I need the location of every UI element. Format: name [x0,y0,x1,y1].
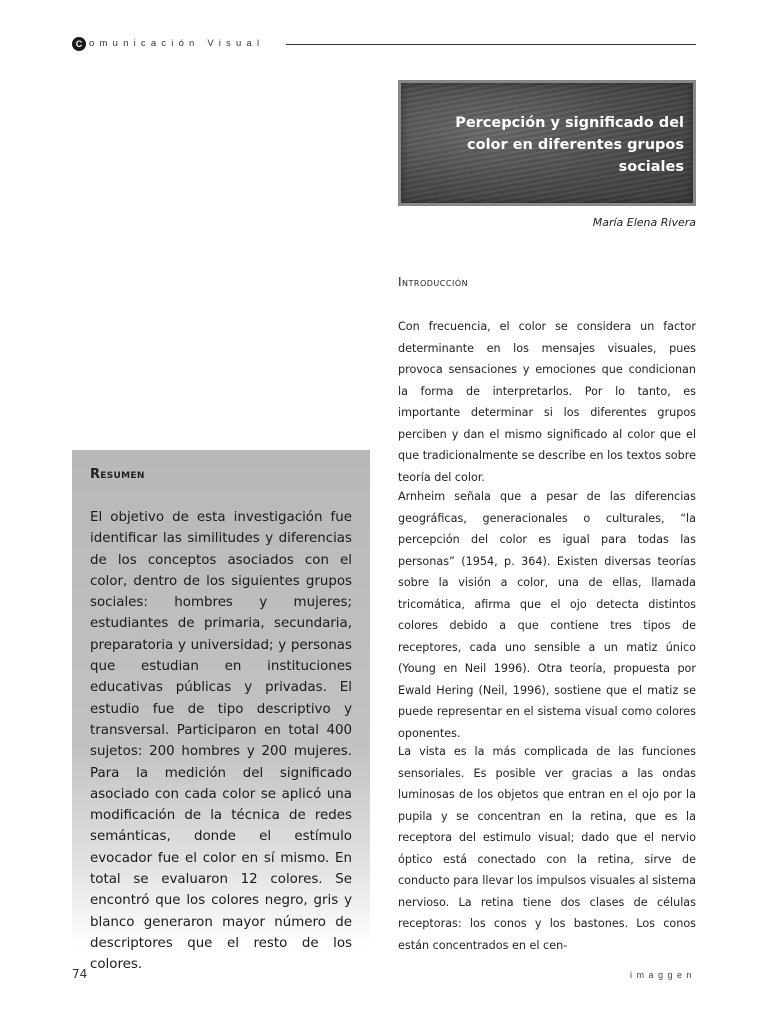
journal-logo-icon: C [72,37,86,51]
body-paragraph: Arnheim señala que a pesar de las diferencias geográficas, generacionales o culturales, “la percepción del color es igual para todas las personas” (1954, p. 364). Existen diversas teorías sobre la visión a color, una de ellas, llamada tricomática, afirma que el ojo detecta distintos colores debido a que contiene tres tipos de receptores, cada uno sensible a un matiz único (Young en Neil 1996). Otra teoría, propuesta por Ewald Hering (Neil, 1996), sostiene que el matiz se puede representar en el sistema visual como colores oponentes. [398,490,696,740]
page-number: 74 [72,967,88,981]
journal-name: omunicación Visual [89,38,265,49]
article-author: María Elena Rivera [592,216,696,229]
abstract-text: El objetivo de esta investigación fue identificar las similitudes y diferencias de los conceptos asociados con el color, dentro de los siguientes grupos sociales: hombres y mujeres; estudiantes de primaria, secundaria, preparatoria y universidad; y personas que estudian en instituciones educativas públicas y privadas. El estudio fue de tipo descriptivo y transversal. Participaron en total 400 sujetos: 200 hombres y 200 mujeres. Para la medición del significado asociado con cada color se aplicó una modificación de la técnica de redes semánticas, donde el estímulo evocador fue el color en sí mismo. En total se evaluaron 12 colores. Se encontró que los colores negro, gris y blanco generaron mayor número de descriptores que el resto de los colores. [90,510,352,973]
body-paragraph: Con frecuencia, el color se considera un factor determinante en los mensajes visuales, pues provoca sensaciones y emociones que condicionan la forma de interpretarlos. Por lo tanto, es importante determinar si los diferentes grupos perciben y dan el mismo significado al color que el que tradicionalmente se describe en los textos sobre teoría del color. [398,320,696,484]
header-divider [286,44,696,45]
title-banner [398,80,696,206]
article-title: Percepción y significado del color en diferentes grupos sociales [455,115,684,175]
section-heading-introduccion: Introducción [398,275,469,289]
body-paragraph: La vista es la más complicada de las funciones sensoriales. Es posible ver gracias a las ondas luminosas de los objetos que entran en el ojo por la pupila y se concentran en la retina, que es la receptora del estimulo visual; dado que el nervio óptico está conectado con la retina, sirve de conducto para llevar los impulsos visuales al sistema nervioso. La retina tiene dos clases de células receptoras: los conos y los bastones. Los conos están concentrados en el cen- [398,745,696,952]
running-header [72,37,696,53]
abstract-heading: Resumen [90,467,145,482]
abstract-box [72,450,370,973]
footer-journal-name: imaggen [629,970,696,980]
